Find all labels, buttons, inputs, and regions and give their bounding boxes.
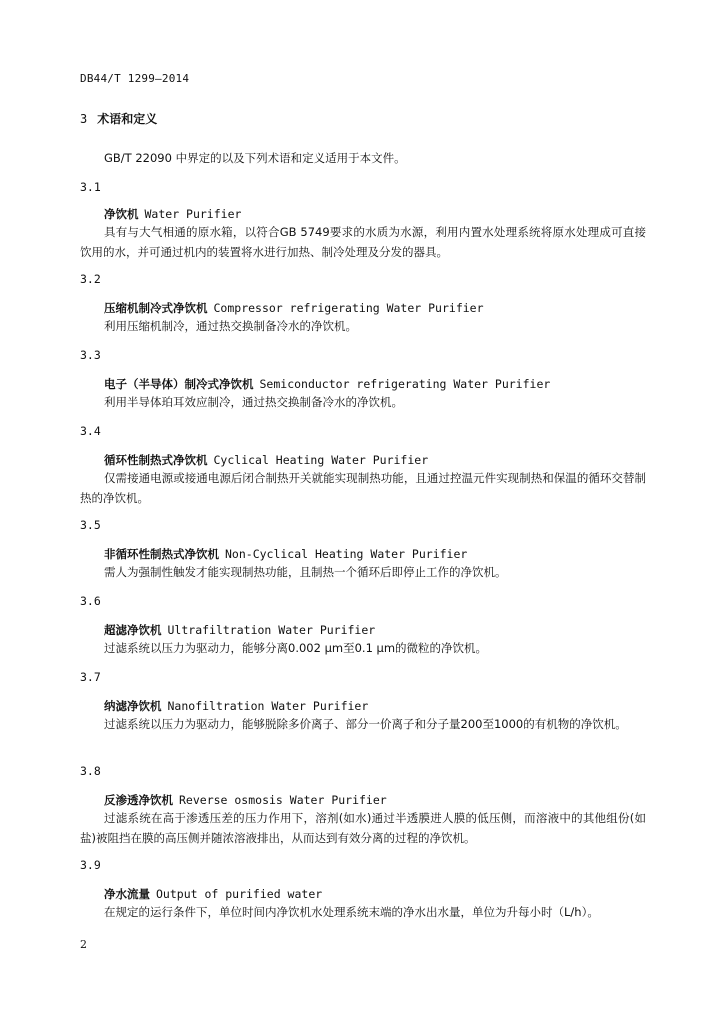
term-number: 3.6: [80, 594, 101, 608]
term-title: [104, 546, 467, 562]
term-number: 3.9: [80, 858, 101, 872]
term-en: Water Purifier: [144, 207, 242, 221]
section-number: 3: [80, 112, 88, 126]
term-cn: 纳滤净饮机: [104, 699, 162, 713]
term-en: Nanofiltration Water Purifier: [167, 699, 369, 713]
term-number: 3.7: [80, 670, 101, 684]
term-title: [104, 622, 375, 638]
term-number: 3.4: [80, 424, 101, 438]
term-definition: 利用半导体珀耳效应制冷，通过热交换制备冷水的净饮机。: [104, 395, 403, 409]
term-definition: 利用压缩机制冷，通过热交换制备冷水的净饮机。: [104, 319, 357, 333]
section-heading: [80, 110, 157, 127]
section-title-text: 术语和定义: [97, 112, 158, 126]
term-definition: 在规定的运行条件下，单位时间内净饮机水处理系统末端的净水出水量，单位为升每小时（L/h）。: [104, 905, 599, 919]
term-cn: 超滤净饮机: [104, 623, 162, 637]
term-en: Semiconductor refrigerating Water Purifier: [259, 377, 551, 391]
term-cn: 净饮机: [104, 207, 139, 221]
term-definition: 仅需接通电源或接通电源后闭合制热开关就能实现制热功能，且通过控温元件实现制热和保温的循环交替制热的净饮机。: [80, 471, 646, 505]
section-intro: GB/T 22090 中界定的以及下列术语和定义适用于本文件。: [104, 151, 406, 165]
term-number: 3.5: [80, 518, 101, 532]
term-number: 3.2: [80, 272, 101, 286]
term-definition: 过滤系统以压力为驱动力，能够脱除多价离子、部分一价离子和分子量200至1000的有机物的净饮机。: [104, 717, 627, 731]
term-number: 3.3: [80, 348, 101, 362]
standard-code-header: DB44/T 1299—2014: [80, 72, 190, 85]
term-en: Output of purified water: [156, 887, 323, 901]
term-title: [104, 206, 241, 222]
term-title: [104, 376, 550, 392]
term-number: 3.8: [80, 764, 101, 778]
term-en: Ultrafiltration Water Purifier: [167, 623, 376, 637]
term-cn: 压缩机制冷式净饮机: [104, 301, 208, 315]
term-en: Non-Cyclical Heating Water Purifier: [225, 547, 468, 561]
term-definition: 需人为强制性触发才能实现制热功能，且制热一个循环后即停止工作的净饮机。: [104, 565, 507, 579]
page-number: 2: [80, 938, 87, 951]
term-en: Reverse osmosis Water Purifier: [179, 793, 387, 807]
term-en: Compressor refrigerating Water Purifier: [213, 301, 484, 315]
term-cn: 非循环性制热式净饮机: [104, 547, 219, 561]
term-title: [104, 452, 428, 468]
term-number: 3.1: [80, 180, 101, 194]
term-title: [104, 698, 368, 714]
term-title: [104, 300, 484, 316]
term-definition: 具有与大气相通的原水箱，以符合GB 5749要求的水质为水源，利用内置水处理系统将原水处理成可直接饮用的水，并可通过机内的装置将水进行加热、制冷处理及分发的器具。: [80, 225, 646, 259]
term-definition: 过滤系统以压力为驱动力，能够分离0.002 μm至0.1 μm的微粒的净饮机。: [104, 641, 488, 655]
term-cn: 反渗透净饮机: [104, 793, 173, 807]
term-cn: 净水流量: [104, 887, 150, 901]
term-cn: 循环性制热式净饮机: [104, 453, 208, 467]
term-cn: 电子（半导体）制冷式净饮机: [104, 377, 254, 391]
term-definition: 过滤系统在高于渗透压差的压力作用下，溶剂(如水)通过半透膜进人膜的低压侧，而溶液中的其他组份(如盐)被阻挡在膜的高压侧并随浓溶液排出，从而达到有效分离的过程的净饮机。: [80, 811, 646, 845]
term-title: [104, 792, 387, 808]
term-en: Cyclical Heating Water Purifier: [213, 453, 429, 467]
term-title: [104, 886, 322, 902]
